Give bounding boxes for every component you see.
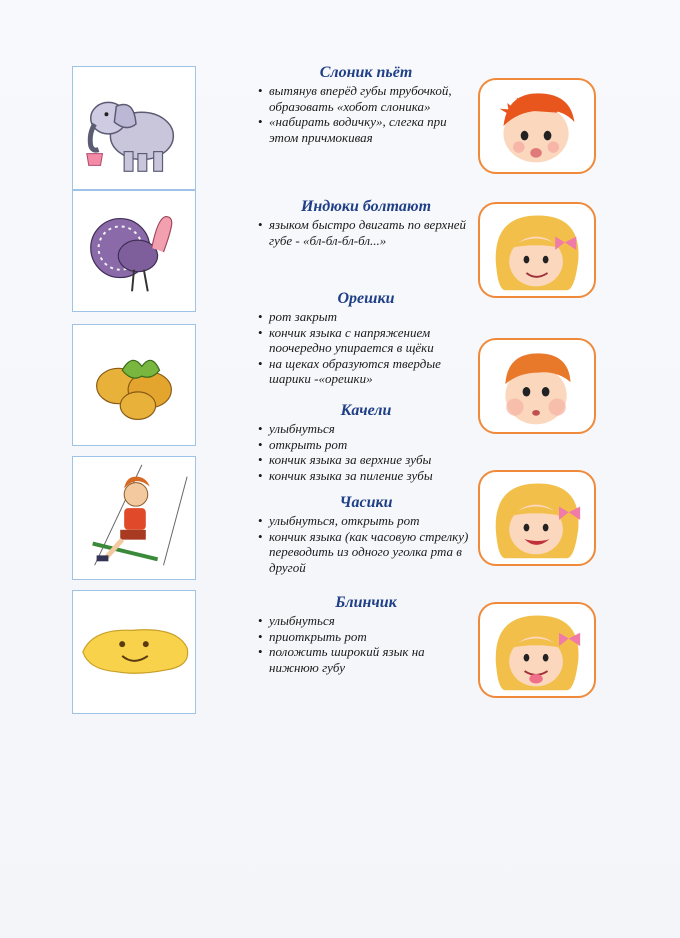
instruction-list bbox=[258, 83, 474, 145]
exercise-title: Часики bbox=[339, 494, 393, 511]
exercise-slonik bbox=[258, 64, 474, 145]
elephant-icon bbox=[73, 67, 195, 189]
exercise-title: Орешки bbox=[337, 290, 395, 307]
pancake-frame bbox=[72, 590, 196, 714]
exercise-chasiki bbox=[258, 494, 474, 575]
boy-face-icon bbox=[480, 80, 594, 172]
instruction-list bbox=[258, 613, 474, 675]
exercise-title: Слоник пьёт bbox=[319, 64, 413, 81]
girl-face-icon bbox=[480, 604, 594, 696]
exercise-title: Индюки болтают bbox=[300, 198, 432, 215]
instruction-list bbox=[258, 421, 474, 483]
instruction-item: • кончик языка за верхние зубы bbox=[258, 452, 474, 468]
instruction-item: • вытянув вперёд губы трубочкой, образовать «хобот слоника» bbox=[258, 83, 474, 114]
instruction-list bbox=[258, 217, 474, 248]
instruction-list bbox=[258, 513, 474, 575]
face-frame-3 bbox=[478, 338, 596, 434]
exercise-kacheli bbox=[258, 402, 474, 483]
turkey-frame bbox=[72, 190, 196, 312]
exercise-oreshki bbox=[258, 290, 474, 387]
girl-face-icon bbox=[480, 204, 594, 296]
instruction-item: • улыбнуться bbox=[258, 421, 474, 437]
exercise-title: Качели bbox=[340, 402, 392, 419]
swing-frame bbox=[72, 456, 196, 580]
instruction-item: • улыбнуться bbox=[258, 613, 474, 629]
face-frame-5 bbox=[478, 602, 596, 698]
instruction-item: • приоткрыть рот bbox=[258, 629, 474, 645]
instruction-item: • кончик языка за пиление зубы bbox=[258, 468, 474, 484]
instruction-list bbox=[258, 309, 474, 387]
hazelnuts-frame bbox=[72, 324, 196, 446]
instruction-item: • кончик языка (как часовую стрелку) переводить из одного уголка рта в другой bbox=[258, 529, 474, 576]
face-frame-4 bbox=[478, 470, 596, 566]
instruction-item: • на щеках образуются твердые шарики -«орешки» bbox=[258, 356, 474, 387]
instruction-item: • языком быстро двигать по верхней губе - «бл-бл-бл-бл...» bbox=[258, 217, 474, 248]
girl-face-icon bbox=[480, 472, 594, 564]
exercise-blinchik bbox=[258, 594, 474, 675]
elephant-frame bbox=[72, 66, 196, 190]
exercise-indyuki bbox=[258, 198, 474, 248]
instruction-item: • открыть рот bbox=[258, 437, 474, 453]
instruction-item: • положить широкий язык на нижнюю губу bbox=[258, 644, 474, 675]
hazelnuts-icon bbox=[73, 325, 195, 445]
turkey-icon bbox=[73, 191, 195, 311]
face-frame-2 bbox=[478, 202, 596, 298]
instruction-item: • «набирать водичку», слегка при этом причмокивая bbox=[258, 114, 474, 145]
pancake-icon bbox=[73, 591, 195, 713]
instruction-item: • кончик языка с напряжением поочередно упирается в щёки bbox=[258, 325, 474, 356]
exercise-title: Блинчик bbox=[335, 594, 397, 611]
face-frame-1 bbox=[478, 78, 596, 174]
instruction-item: • улыбнуться, открыть рот bbox=[258, 513, 474, 529]
instruction-item: • рот закрыт bbox=[258, 309, 474, 325]
swing-icon bbox=[73, 457, 195, 579]
boy-face-icon bbox=[480, 340, 594, 432]
